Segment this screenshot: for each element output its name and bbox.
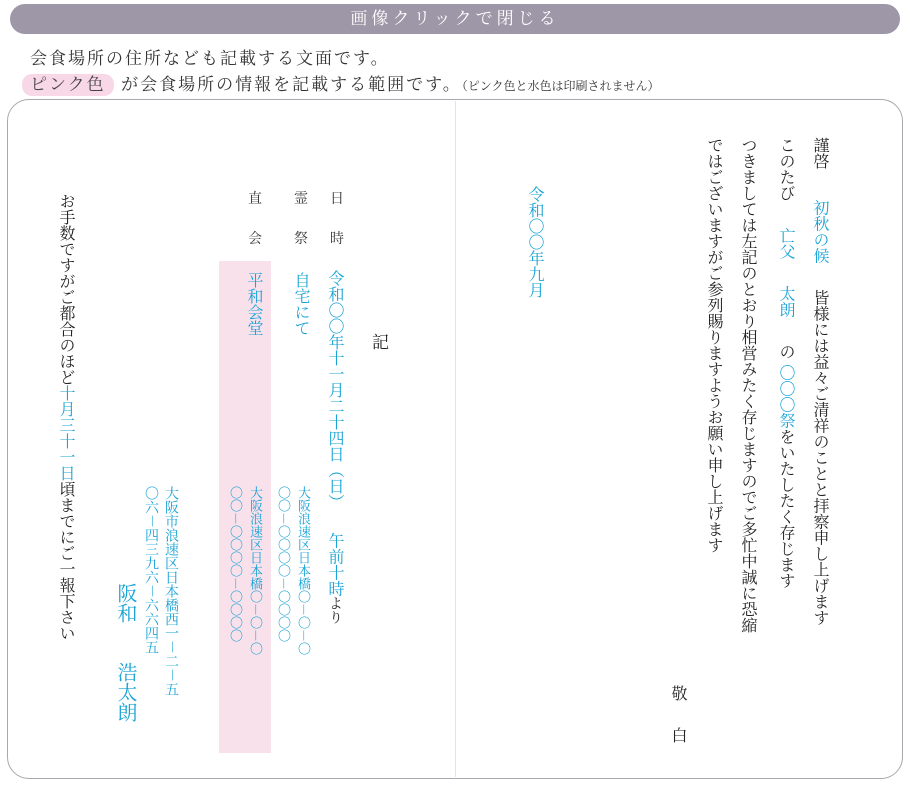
reply-suffix: 頃までにご一報下さい [57,481,76,641]
time-suffix: より [327,596,343,625]
ceremony-label-2: 祭 [294,231,308,247]
memorial-name: 〇〇〇祭 [777,364,796,429]
reply-prefix: お手数ですがご都合のほど [57,193,76,385]
deceased-relation: 亡父 [777,227,796,260]
no-text: の [777,343,796,360]
date-value: 令和〇〇年十一月二十四日（日） [326,270,345,510]
letter-column-2 [778,137,794,589]
konotabi-text: このたび [777,137,796,201]
meal-label-2: 会 [248,231,262,247]
letter-column-3: つきましては左記のとおり相営みたく存じますのでご多忙中誠に恐縮 [739,137,758,633]
meal-tel: 〇〇－〇〇〇〇－〇〇〇〇 [227,486,242,643]
time-value: 午前十時 [326,532,345,597]
meal-place: 平和会堂 [245,272,264,336]
closing-word-1: 敬 [669,685,688,701]
memorial-rest: をいたしたく存じます [777,428,796,589]
letter-column-4: ではございますがご参列賜りますようお願い申し上げます [705,137,724,553]
meal-address: 大阪浪速区日本橋〇－〇－〇 [247,486,262,656]
sender-family-name: 阪和 [114,583,138,623]
intro-line-2 [22,70,659,95]
letter-date: 令和〇〇年九月 [526,186,545,298]
ceremony-place: 自宅にて [292,272,311,336]
date-label-1: 日 [330,191,344,207]
sender-name [116,583,136,722]
card-fold-line [455,101,456,777]
ceremony-tel: 〇〇－〇〇〇〇－〇〇〇〇 [275,486,290,643]
meal-label-1: 直 [248,191,262,207]
sender-given-name: 浩太朗 [114,661,138,722]
sender-tel: 〇六－四三九六－六六四五 [143,486,159,654]
deceased-name: 太朗 [777,285,796,318]
ceremony-label-1: 霊 [294,191,308,207]
ki-heading: 記 [368,333,388,350]
greeting-text: 皆様には益々ご清祥のことと拝察申し上げます [811,289,830,626]
intro-line-1: 会食場所の住所なども記載する文面です。 [30,49,390,69]
reply-request [58,193,74,641]
date-label-2: 時 [330,231,344,247]
sender-address: 大阪市浪速区日本橋西一－二－五 [163,486,179,696]
reply-deadline: 十月三十一日 [57,385,76,481]
season-greeting: 初秋の候 [811,199,830,264]
letter-column-1 [812,137,828,625]
ceremony-address: 大阪浪速区日本橋〇－〇－〇 [295,486,310,656]
intro-note: （ピンク色と水色は印刷されません） [461,79,660,93]
pink-legend-chip: ピンク色 [22,74,114,96]
close-image-bar[interactable]: 画像クリックで閉じる [10,4,900,34]
intro-line-2-text: が会食場所の情報を記載する範囲です。 [121,75,462,95]
date-time-column [327,270,343,624]
closing-word-2: 白 [669,727,688,743]
opening-word: 謹啓 [811,137,830,169]
